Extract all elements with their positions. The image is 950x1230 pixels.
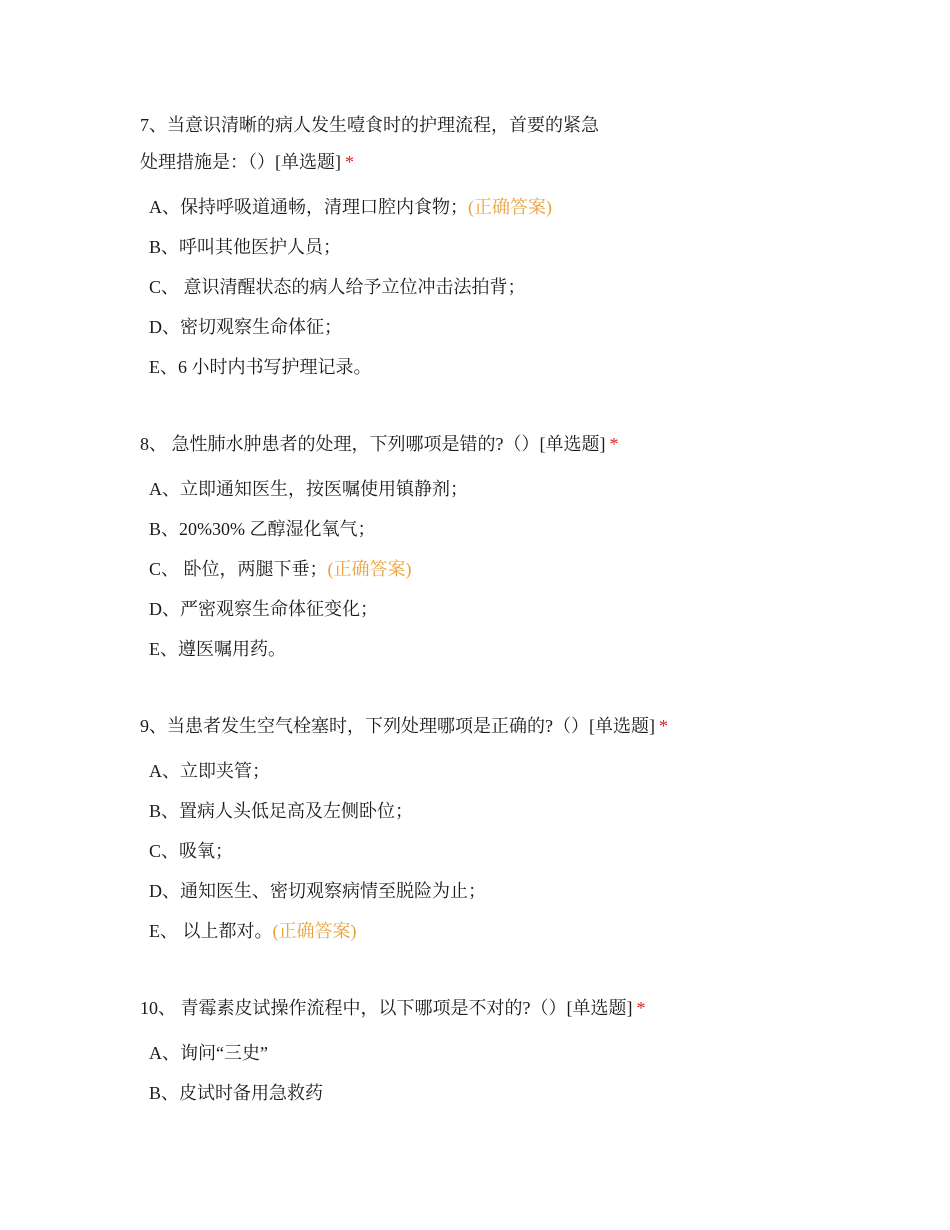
question-10 — [140, 990, 840, 1113]
option-c: C、吸氧； — [149, 841, 234, 861]
required-mark: * — [345, 152, 354, 172]
correct-answer-tag: (正确答案) — [327, 559, 412, 579]
option-list — [140, 187, 840, 387]
question-title-line: 处理措施是：（）[单选题] * — [140, 152, 354, 172]
question-7 — [140, 107, 840, 387]
option-b: B、呼叫其他医护人员； — [149, 237, 342, 257]
question-8 — [140, 426, 840, 669]
question-title-line: 9、当患者发生空气栓塞时，下列处理哪项是正确的?（）[单选题] * — [140, 716, 668, 736]
option-b: B、皮试时备用急救药 — [149, 1083, 324, 1103]
question-9 — [140, 708, 840, 951]
option-a: A、保持呼吸道通畅，清理口腔内食物；(正确答案) — [149, 197, 552, 217]
option-b: B、20%30% 乙醇湿化氧气； — [149, 519, 376, 539]
correct-answer-tag: (正确答案) — [468, 197, 552, 217]
option-list — [140, 751, 840, 951]
correct-answer-tag: (正确答案) — [272, 921, 357, 941]
option-c: C、 卧位，两腿下垂；(正确答案) — [149, 559, 412, 579]
question-title-line: 8、 急性肺水肿患者的处理，下列哪项是错的?（）[单选题] * — [140, 434, 619, 454]
question-title — [140, 107, 840, 181]
option-e: E、遵医嘱用药。 — [149, 639, 286, 659]
option-c: C、 意识清醒状态的病人给予立位冲击法拍背； — [149, 277, 526, 297]
question-title-line: 10、 青霉素皮试操作流程中，以下哪项是不对的?（）[单选题] * — [140, 998, 646, 1018]
option-b: B、置病人头低足高及左侧卧位； — [149, 801, 414, 821]
question-title — [140, 426, 840, 463]
required-mark: * — [609, 434, 619, 454]
question-title — [140, 708, 840, 745]
option-d: D、通知医生、密切观察病情至脱险为止； — [149, 881, 486, 901]
required-mark: * — [636, 998, 646, 1018]
option-list — [140, 1033, 840, 1113]
option-list — [140, 469, 840, 669]
question-title — [140, 990, 840, 1027]
option-e: E、6 小时内书写护理记录。 — [149, 357, 372, 377]
option-a: A、询问“三史” — [149, 1043, 268, 1063]
option-d: D、密切观察生命体征； — [149, 317, 342, 337]
option-e: E、 以上都对。(正确答案) — [149, 921, 357, 941]
question-title-line: 7、当意识清晰的病人发生噎食时的护理流程，首要的紧急 — [140, 115, 599, 135]
option-d: D、严密观察生命体征变化； — [149, 599, 378, 619]
option-a: A、立即通知医生，按医嘱使用镇静剂； — [149, 479, 468, 499]
option-a: A、立即夹管； — [149, 761, 270, 781]
required-mark: * — [658, 716, 668, 736]
